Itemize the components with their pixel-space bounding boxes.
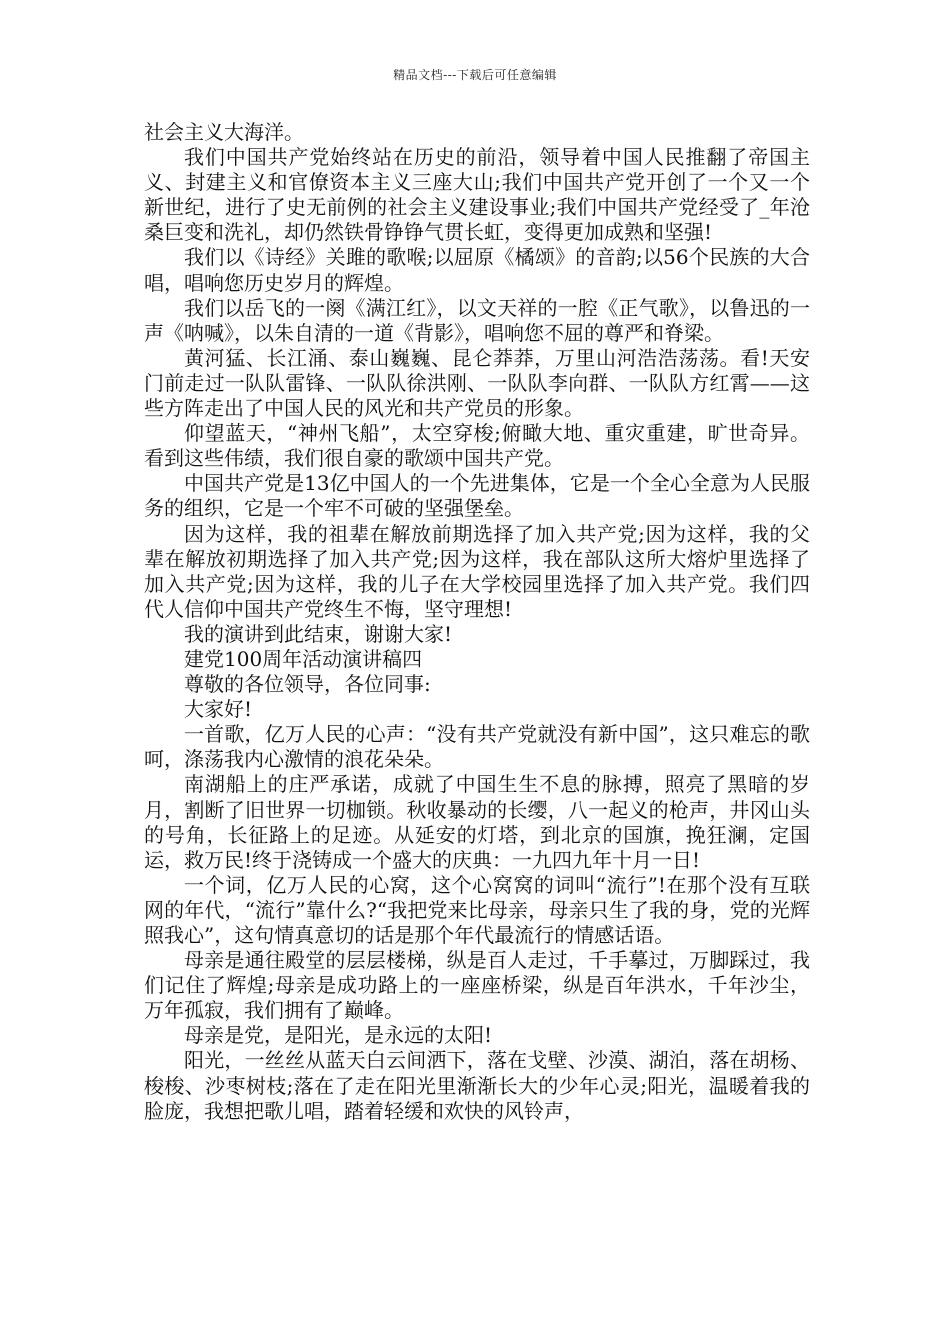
paragraph: 因为这样，我的祖辈在解放前期选择了加入共产党;因为这样，我的父辈在解放初期选择了加入共产党;因为这样，我在部队这所大熔炉里选择了加入共产党;因为这样，我的儿子在大学校园里选择了加入共产党。我们四代人信仰中国共产党终生不悔，坚守理想! [144,521,810,621]
paragraph: 一个词，亿万人民的心窝，这个心窝窝的词叫“流行”!在那个没有互联网的年代，“流行”靠什么?“我把党来比母亲，母亲只生了我的身，党的光辉照我心”，这句情真意切的话是那个年代最流行的情感话语。 [144,872,810,947]
paragraph: 我们中国共产党始终站在历史的前沿，领导着中国人民推翻了帝国主义、封建主义和官僚资本主义三座大山;我们中国共产党开创了一个又一个新世纪，进行了史无前例的社会主义建设事业;我们中国共产党经受了_年沧桑巨变和洗礼，却仍然铁骨铮铮气贯长虹，变得更加成熟和坚强! [144,145,810,245]
paragraph: 中国共产党是13亿中国人的一个先进集体，它是一个全心全意为人民服务的组织，它是一个牢不可破的坚强堡垒。 [144,471,810,521]
paragraph: 南湖船上的庄严承诺，成就了中国生生不息的脉搏，照亮了黑暗的岁月，割断了旧世界一切枷锁。秋收暴动的长缨，八一起义的枪声，井冈山头的号角，长征路上的足迹。从延安的灯塔，到北京的国旗，挽狂澜，定国运，救万民!终于浇铸成一个盛大的庆典：一九四九年十月一日! [144,772,810,872]
paragraph: 母亲是通往殿堂的层层楼梯，纵是百人走过，千手摹过，万脚踩过，我们记住了辉煌;母亲是成功路上的一座座桥梁，纵是百年洪水，千年沙尘，万年孤寂，我们拥有了巅峰。 [144,948,810,1023]
paragraph: 尊敬的各位领导，各位同事: [184,672,431,697]
paragraph: 阳光，一丝丝从蓝天白云间洒下，落在戈壁、沙漠、湖泊，落在胡杨、梭梭、沙枣树枝;落在了走在阳光里渐渐长大的少年心灵;阳光，温暖着我的脸庞，我想把歌儿唱，踏着轻缓和欢快的风铃声， [144,1048,810,1123]
paragraph: 一首歌，亿万人民的心声：“没有共产党就没有新中国”，这只难忘的歌呵，涤荡我内心激情的浪花朵朵。 [144,722,810,772]
paragraph: 黄河猛、长江涌、泰山巍巍、昆仑莽莽，万里山河浩浩荡荡。看!天安门前走过一队队雷锋、一队队徐洪刚、一队队李向群、一队队方红霄——这些方阵走出了中国人民的风光和共产党员的形象。 [144,345,810,421]
paragraph: 建党100周年活动演讲稿四 [184,646,423,671]
paragraph: 我的演讲到此结束，谢谢大家! [184,621,453,646]
document-body [144,120,810,1124]
paragraph: 母亲是党，是阳光，是永远的太阳! [184,1023,493,1048]
paragraph: 社会主义大海洋。 [144,120,304,144]
paragraph: 我们以《诗经》关雎的歌喉;以屈原《橘颂》的音韵;以56个民族的大合唱，唱响您历史岁月的辉煌。 [144,245,810,295]
paragraph: 我们以岳飞的一阕《满江红》，以文天祥的一腔《正气歌》，以鲁迅的一声《呐喊》，以朱自清的一道《背影》，唱响您不屈的尊严和脊梁。 [144,295,810,345]
page-header: 精品文档---下载后可任意编辑 [393,68,557,82]
paragraph: 大家好! [184,697,253,722]
paragraph: 仰望蓝天，“神州飞船”，太空穿梭;俯瞰大地、重灾重建，旷世奇异。看到这些伟绩，我们很自豪的歌颂中国共产党。 [144,421,810,471]
